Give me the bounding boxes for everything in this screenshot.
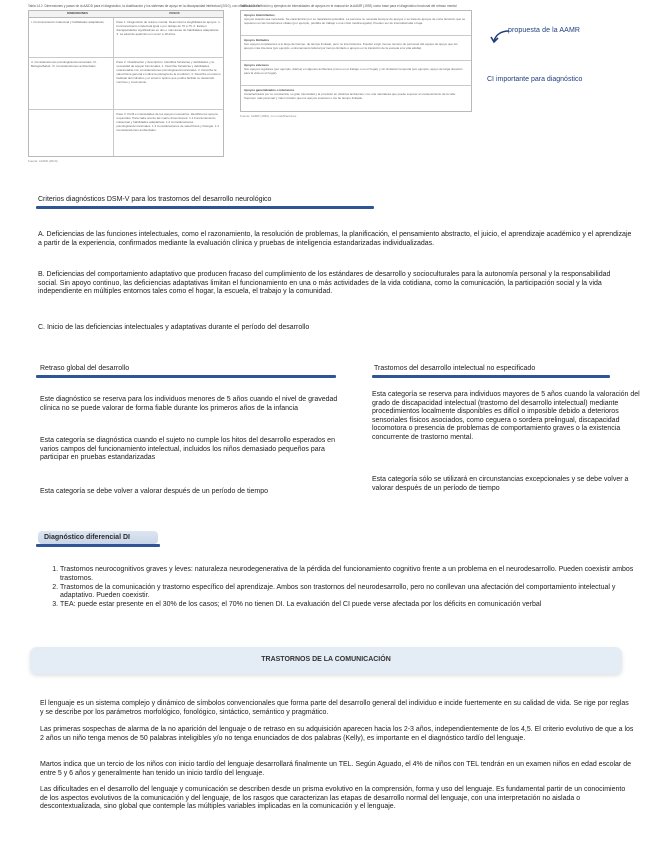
list-item: 2. Trastornos de la comunicación y trastorno específico del aprendizaje. Ambos son trastornos del neurodesarrollo, pero no conllevan una afectación del comportamiento intelectual y adaptativo. Pueden coexistir. [60, 584, 634, 601]
table1-cell-dimension [29, 110, 114, 156]
table1-cell-paso: Paso 3. Perfil e intensidades de los apoyos necesarios. Identifica los apoyos requeridos. Para cada una de las cuatro dimensiones: 1.1 Funcionamiento intelectual y habilidades adaptativas. 1.2 Consideraciones psicológicas/emocionales. 1.3 Consideraciones de salud física y biología. 1.4 Consideraciones ambientales. [116, 112, 219, 132]
table-row [29, 58, 223, 110]
table2-section-title: Apoyos generalizados o intensivos [244, 88, 295, 92]
table1-caption: Tabla 14.2. Dimensiones y pasos de la AAIDD para el diagnóstico, la clasificación y los sistemas de apoyo en la discapacidad intelectual (2010), con modificaciones [28, 4, 260, 8]
retraso-paragraph-3: Esta categoría se debe volver a valorar después de un período de tiempo [40, 488, 269, 495]
list-item: 3. TEA: puede estar presente en el 30% de los casos; el 70% no tienen DI. La evaluación del CI puede verse afectada por los déficits en comunicación verbal [60, 601, 634, 610]
table1-cell-dimension: I. Funcionamiento intelectual y habilidades adaptativas [29, 18, 114, 57]
table2-grid [240, 10, 472, 112]
table2-section-text: Caracterizados por su constancia, su gran intensidad y la provisión en distintos ambientes; con una naturaleza que puede suponer el mantenimiento de la vida. Suponen más personal y más intrusión que los apoyos extensos o los de tiempo limitado. [244, 92, 456, 100]
table-intensidades-apoyos [240, 4, 472, 164]
trastornos-ne-heading: Trastornos del desarrollo intelectual no especificado [374, 365, 536, 372]
table-row [29, 110, 223, 156]
dsm-heading-underline [36, 206, 374, 209]
dsm-criterion-a: A. Deficiencias de las funciones intelectuales, como el razonamiento, la resolución de problemas, la planificación, el pensamiento abstracto, el juicio, el aprendizaje académico y el aprendizaje a partir de la experiencia, confirmados mediante la evaluación clínica y pruebas de inteligencia estandarizadas individualizadas. [38, 231, 632, 247]
table2-section [241, 86, 471, 111]
handwritten-note-ci: CI importante para diagnóstico [487, 76, 583, 83]
dsm-criterion-c: C. Inicio de las deficiencias intelectuales y adaptativas durante el período del desarrollo [38, 324, 310, 331]
dsm-heading: Criterios diagnósticos DSM-V para los trastornos del desarrollo neurológico [38, 196, 272, 203]
table-row [29, 18, 223, 58]
comunicacion-banner [30, 647, 622, 674]
comunicacion-paragraph-2: Las primeras sospechas de alarma de la no aparición del lenguaje o de retraso en su adquisición aparecen hacia los 2-3 años, independientemente de los 4,5. El criterio evolutivo de que a los 2 años un niño tenga menos de 50 palabras inteligibles y/o no tenga enunciados de dos palabras (Kelly), es importante en el diagnóstico tardío del lenguaje. [40, 726, 634, 742]
table2-caption: Tabla 14.3. Definición y ejemplos de intensidades de apoyos en el manual de la AAMR (1992) como base para el diagnóstico funcional del retraso mental [240, 4, 457, 8]
diferencial-heading-underline [36, 544, 160, 547]
table1-col-header: DIMENSIONES [66, 11, 88, 15]
table1-cell-paso: Paso 2. Clasificación y descripción. Identifica fortalezas y debilidades y la necesidad de apoyar funcionales. 1. Describe fortalezas y debilidades relacionadas con consideraciones psicológicas/emocionales. 2. Describe la salud física general e indica la etiología de la condición. 3. Describe el entorno habitual del individuo y el entorno óptimo que podría facilitar su desarrollo continuo y crecimiento. [116, 60, 221, 84]
retraso-heading: Retraso global del desarrollo [40, 365, 130, 372]
table2-section-title: Apoyos limitados [244, 38, 270, 42]
table2-section [241, 11, 471, 36]
table1-col-header: PASOS [169, 11, 180, 15]
comunicacion-paragraph-4: Las dificultades en el desarrollo del lenguaje y comunicación se describen desde un prisma evolutivo en la comprensión, forma y uso del lenguaje. Es fundamental partir de un conocimiento de los aspectos evolutivos de la comunicación y del lenguaje, de los rasgos que caracterizan las etapas de desarrollo normal del lenguaje, con una interpretación no aislada o descontextualizada, sino global que contemple las múltiples variables implicadas en la comunicación y el lenguaje. [40, 786, 626, 811]
table2-footnote: Fuente: AAMR (1992), con modificaciones. [240, 114, 298, 118]
table2-section-text: Son apoyos consistentes a lo largo del tiempo, de tiempo limitado, pero no intermitentes. Pueden exigir menos número de personas del equipo de apoyo que los apoyos más intensos (por ejemplo, entrenamiento laboral por tiempo limitado o apoyos en la transición de la escuela a la vida adulta). [244, 42, 458, 50]
diferencial-list [44, 566, 634, 610]
table1-cell-dimension: II. Consideraciones psicológicas/emocionales. III. Biología/Salud. IV. Consideraciones ambientales [29, 58, 114, 109]
table2-section-title: Apoyos extensos [244, 63, 269, 67]
trastornos-ne-heading-underline [372, 375, 610, 378]
retraso-paragraph-1: Este diagnóstico se reserva para los individuos menores de 5 años cuando el nivel de gravedad clínica no se puede valorar de forma fiable durante los primeros años de la infancia [40, 396, 338, 412]
trastornos-ne-paragraph-2: Esta categoría sólo se utilizará en circunstancias excepcionales y se debe volver a valorar después de un período de tiempo [372, 476, 629, 492]
retraso-heading-underline [36, 375, 336, 378]
table2-section-title: Apoyos intermitentes [244, 13, 275, 17]
dsm-criterion-b: B. Deficiencias del comportamiento adaptativo que producen fracaso del cumplimiento de los estándares de desarrollo y socioculturales para la autonomía personal y la responsabilidad social. Sin apoyo continuo, las deficiencias adaptativas limitan el funcionamiento en una o más actividades de la vida cotidiana, como la comunicación, la participación social y la vida independiente en múltiples entornos tales como el hogar, la escuela, el trabajo y la comunidad. [38, 271, 611, 296]
handwritten-note-aamr: propuesta de la AAMR [508, 27, 581, 34]
table2-section-text: Apoyos cuando sea necesario. Se caracterizan por su naturaleza episódica. La persona no necesita siempre de apoyos o se trata de apoyos de corta duración que se requieren en las transiciones vitales (por ejemplo, pérdida de trabajo o una crisis médica aguda). Pueden ser de intensidad alta o baja. [244, 17, 466, 25]
trastornos-ne-paragraph-1: Esta categoría se reserva para individuos mayores de 5 años cuando la valoración del grado de discapacidad intelectual (trastorno del desarrollo intelectual) mediante procedimientos localmente disponibles es difícil o imposible debido a deterioros sensoriales físicos asociados, como ceguera o sordera prelingual, discapacidad locomotora o presencia de problemas de comportamiento graves o la existencia concurrente de trastorno mental. [372, 391, 640, 441]
table2-section [241, 61, 471, 86]
table1-grid [28, 10, 224, 157]
table1-cell-paso: Paso 1. Diagnóstico de retraso mental. Determina la elegibilidad de apoyos. 1. Funcionamiento intelectual igual o por debajo de 70 a 75. 2. Existen discapacidades significativas en dos o más áreas de habilidades adaptativas. 3. La edad de aparición es menor a 18 años. [116, 20, 221, 36]
comunicacion-paragraph-3: Martos indica que un tercio de los niños con inicio tardío del lenguaje desarrollará finalmente un TEL. Según Aguado, el 4% de niños con TEL tendrán en un examen niños en edad escolar de entre 5 y 6 años y generalmente han tenido un inicio tardío del lenguaje. [40, 761, 631, 777]
table2-section-text: Son apoyos regulares (por ejemplo, diarios) en algunos ambientes (como en el trabajo o en el hogar) y sin limitación temporal (por ejemplo, apoyo de larga duración para la vida en el hogar). [244, 67, 463, 75]
diferencial-heading: Diagnóstico diferencial DI [44, 534, 130, 541]
table2-section [241, 36, 471, 61]
comunicacion-paragraph-1: El lenguaje es un sistema complejo y dinámico de símbolos convencionales que forma parte del desarrollo general del individuo e incide fuertemente en su calidad de vida. Se rige por reglas y se describe por los parámetros morfológico, fonológico, sintáctico, semántico y pragmático. [40, 700, 629, 716]
comunicacion-banner-title: TRASTORNOS DE LA COMUNICACIÓN [261, 656, 391, 663]
retraso-paragraph-2: Esta categoría se diagnóstica cuando el sujeto no cumple los hitos del desarrollo esperados en varios campos del funcionamiento intelectual, incluidos los niños demasiado pequeños para participar en pruebas estandarizadas [40, 437, 335, 462]
table1-header-row [29, 11, 223, 18]
table1-footnote: Fuente: AAIDD (2010). [28, 159, 59, 163]
list-item: 1. Trastornos neurocognitivos graves y leves: naturaleza neurodegenerativa de la pérdida del funcionamiento cognitivo frente a un problema en el neurodesarrollo. Pueden coexistir ambos trastornos. [60, 566, 634, 583]
